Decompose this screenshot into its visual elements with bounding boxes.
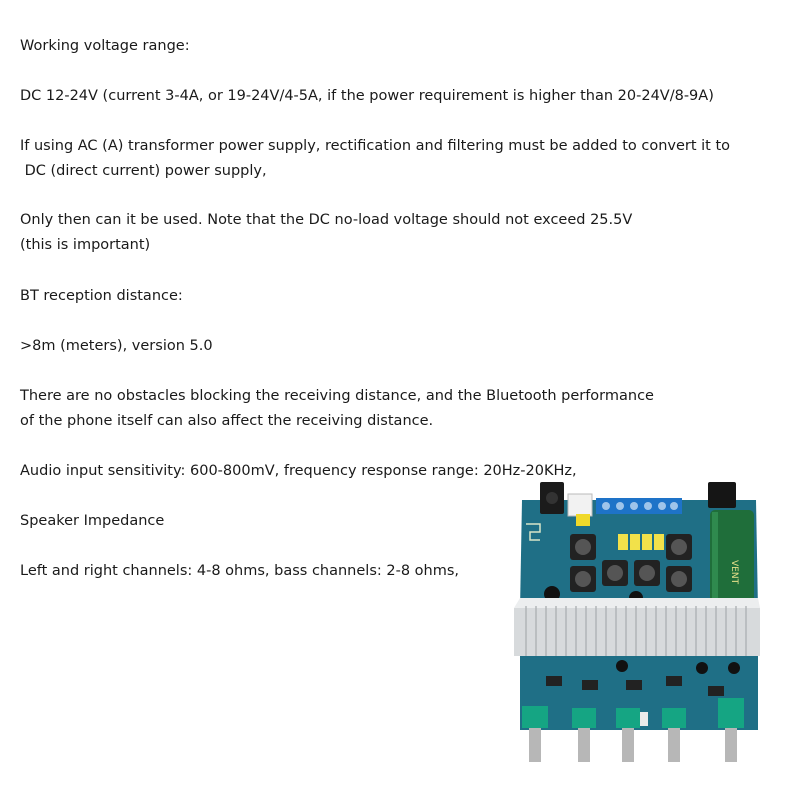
bt-chip <box>576 514 590 526</box>
capacitor-label: VENT <box>729 560 739 585</box>
screw-terminal <box>596 498 682 514</box>
white-connector <box>568 494 592 516</box>
dc-jack <box>708 482 736 508</box>
bt-heading: BT reception distance: <box>20 288 183 304</box>
audio-sensitivity: Audio input sensitivity: 600-800mV, frequency response range: 20Hz-20KHz, <box>20 463 577 479</box>
bt-note-line-2: of the phone itself can also affect the receiving distance. <box>20 413 434 429</box>
voltage-heading: Working voltage range: <box>20 38 190 54</box>
voltage-spec: DC 12-24V (current 3-4A, or 19-24V/4-5A, if the power requirement is higher than 20-24V/8-9A) <box>20 88 714 104</box>
impedance-heading: Speaker Impedance <box>20 513 165 529</box>
ac-note-line-1: If using AC (A) transformer power supply, rectification and filtering must be added to convert it to <box>20 138 731 154</box>
no-load-note-line-2: (this is important) <box>20 237 151 253</box>
bt-note-line-1: There are no obstacles blocking the receiving distance, and the Bluetooth performance <box>20 388 654 404</box>
heatsink <box>514 598 760 656</box>
amplifier-board-image <box>496 480 772 772</box>
bt-distance: >8m (meters), version 5.0 <box>20 338 213 354</box>
impedance-spec: Left and right channels: 4-8 ohms, bass channels: 2-8 ohms, <box>20 563 460 579</box>
no-load-note-line-1: Only then can it be used. Note that the DC no-load voltage should not exceed 25.5V <box>20 212 633 228</box>
amplifier-board-illustration <box>496 480 772 772</box>
filter-capacitor <box>710 510 754 606</box>
ac-note-line-2: DC (direct current) power supply, <box>20 163 267 179</box>
